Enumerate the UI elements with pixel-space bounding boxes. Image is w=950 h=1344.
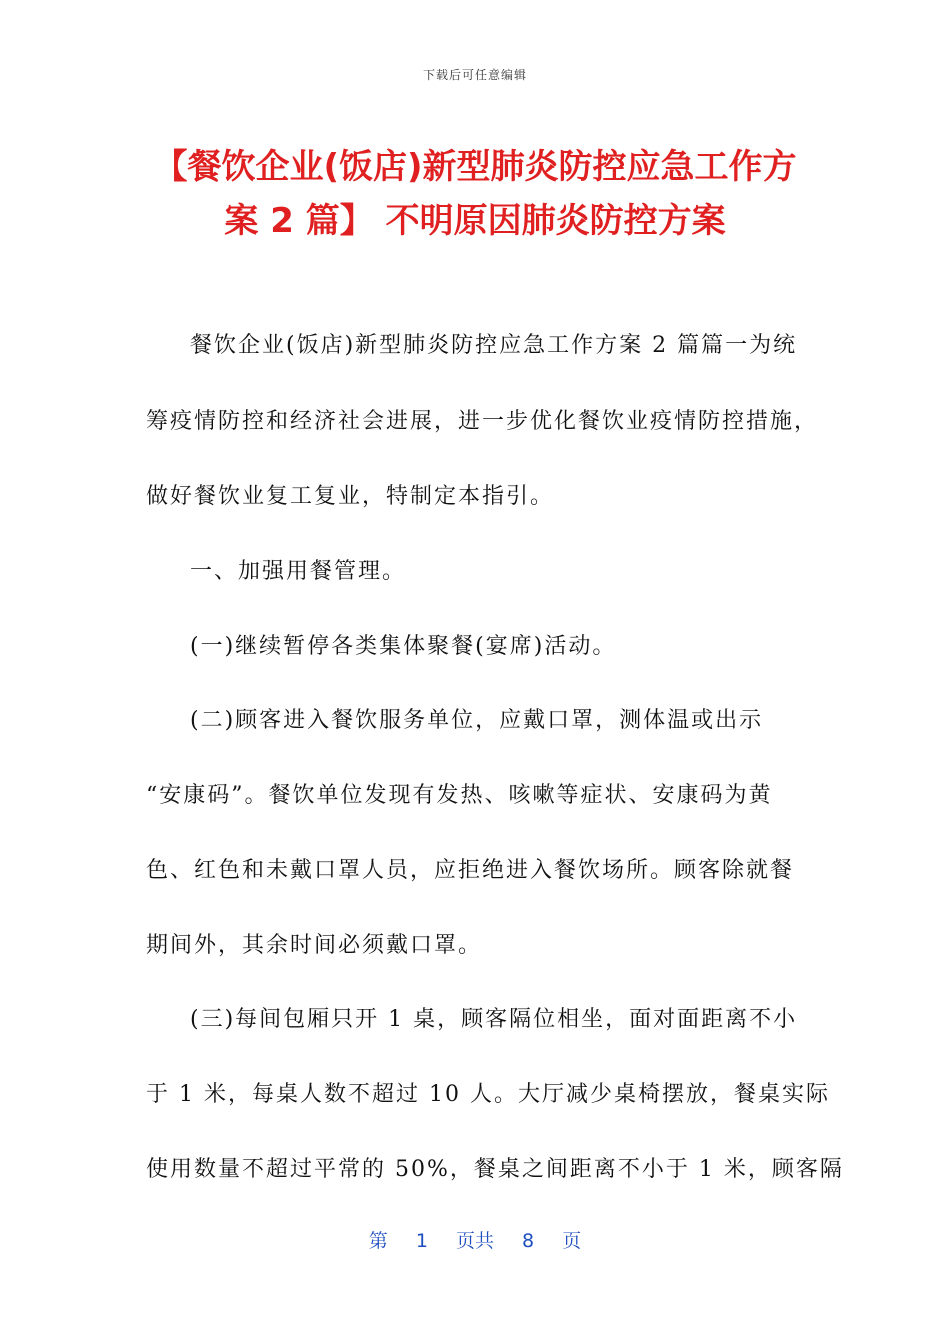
body-line: 餐饮企业(饭店)新型肺炎防控应急工作方案 2 篇篇一为统 — [190, 333, 798, 358]
footer-total-pages: 8 — [522, 1230, 535, 1252]
body-line: 筹疫情防控和经济社会进展，进一步优化餐饮业疫情防控措施， — [146, 409, 819, 434]
title-line-1: 【餐饮企业(饭店)新型肺炎防控应急工作方 — [153, 147, 797, 187]
body-line: “安康码”。餐饮单位发现有发热、咳嗽等症状、安康码为黄 — [146, 783, 773, 808]
body-line: 期间外，其余时间必须戴口罩。 — [146, 933, 483, 958]
footer-prefix: 第 — [368, 1230, 388, 1252]
body-line: (三)每间包厢只开 1 桌，顾客隔位相坐，面对面距离不小 — [190, 1007, 798, 1032]
body-line: 色、红色和未戴口罩人员，应拒绝进入餐饮场所。顾客除就餐 — [146, 858, 795, 883]
body-line: (二)顾客进入餐饮服务单位，应戴口罩，测体温或出示 — [190, 708, 764, 733]
section-heading: 一、加强用餐管理。 — [190, 559, 407, 584]
header-note: 下载后可任意编辑 — [422, 68, 527, 82]
body-line: (一)继续暂停各类集体聚餐(宴席)活动。 — [190, 634, 617, 659]
body-line: 做好餐饮业复工复业，特制定本指引。 — [146, 484, 555, 509]
title-line-2: 案 2 篇】 不明原因肺炎防控方案 — [224, 201, 726, 241]
body-line: 于 1 米，每桌人数不超过 10 人。大厅减少桌椅摆放，餐桌实际 — [146, 1082, 830, 1107]
footer-suffix: 页 — [562, 1230, 582, 1252]
document-title — [110, 140, 840, 248]
footer-middle: 页共 — [455, 1230, 494, 1252]
footer-current-page: 1 — [415, 1230, 428, 1252]
page-footer — [0, 1226, 950, 1253]
body-line: 使用数量不超过平常的 50%，餐桌之间距离不小于 1 米，顾客隔 — [146, 1157, 844, 1182]
